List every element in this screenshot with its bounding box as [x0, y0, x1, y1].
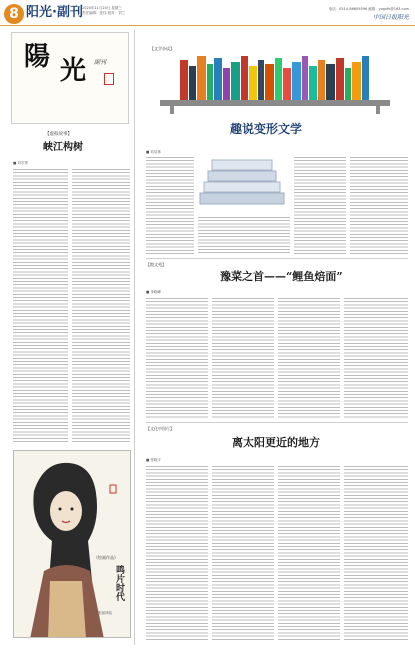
book-stack-icon: [198, 158, 290, 214]
page-number-badge: 8: [4, 4, 24, 24]
top-byline: ■ 邓培林: [146, 150, 161, 154]
sidebar-text-col-2: [72, 169, 130, 444]
left-sidebar: [5, 30, 135, 645]
middle-column-tag: 【散文苑】: [146, 262, 166, 267]
top-headline: 趣说变形文学: [230, 122, 303, 136]
artwork-inscription: 鸣片时代: [114, 565, 124, 601]
illustration-artwork: [13, 450, 131, 638]
top-text-col-3: [294, 157, 346, 255]
section-title: 阳光·副刊: [26, 5, 83, 20]
bookshelf-icon: [160, 52, 390, 114]
middle-byline: ■ 李晓峰: [146, 290, 161, 294]
bottom-text-col-2: [212, 466, 274, 642]
bookshelf-illustration: [160, 52, 390, 114]
newspaper-logo: 中国日报阳光: [372, 14, 409, 21]
woman-portrait-icon: [14, 451, 131, 638]
middle-headline: 豫菜之首——“鲤鱼焙面”: [220, 270, 343, 283]
bottom-text-col-3: [278, 466, 340, 642]
sidebar-byline: ■ 刘宗贤: [13, 161, 28, 165]
masthead: [11, 32, 129, 124]
divider-middle: [146, 422, 408, 423]
middle-text-col-4: [344, 298, 408, 418]
book-stack-illustration: [198, 158, 290, 214]
bottom-column-tag: 【文化中国行】: [146, 426, 174, 431]
contact-info: 电话：0514-86609596 邮箱：yzgxfk@163.com: [328, 7, 409, 11]
divider-top: [146, 258, 408, 259]
seal-icon: [104, 73, 114, 85]
masthead-char-1: 陽: [24, 42, 51, 72]
sidebar-headline: 峡江构树: [43, 142, 83, 153]
bottom-text-col-1: [146, 466, 208, 642]
middle-text-col-2: [212, 298, 274, 418]
artwork-credit: 张丽萍绘: [98, 611, 112, 615]
artwork-caption: 《绘画作品》: [94, 555, 118, 560]
sidebar-column-tag: 【虚拟故事】: [45, 132, 72, 137]
masthead-char-2: 光: [60, 56, 87, 86]
issue-meta: [82, 6, 162, 16]
bottom-headline: 离太阳更近的地方: [232, 436, 320, 449]
top-text-col-4: [350, 157, 408, 255]
top-text-col-2: [198, 217, 290, 255]
top-column-tag: 【文学杂谈】: [150, 46, 174, 51]
middle-text-col-1: [146, 298, 208, 418]
page-header: [0, 0, 415, 26]
masthead-subtitle: 副刊: [94, 59, 107, 66]
bottom-byline: ■ 张晓宇: [146, 458, 161, 462]
middle-text-col-3: [278, 298, 340, 418]
issue-editors: 责任编辑：张伟 校对：刘兰: [82, 11, 126, 15]
top-text-col-1: [146, 157, 194, 255]
issue-date: 2024年11月20日 星期三: [82, 6, 122, 10]
sidebar-text-col-1: [13, 169, 68, 444]
bottom-text-col-4: [344, 466, 408, 642]
